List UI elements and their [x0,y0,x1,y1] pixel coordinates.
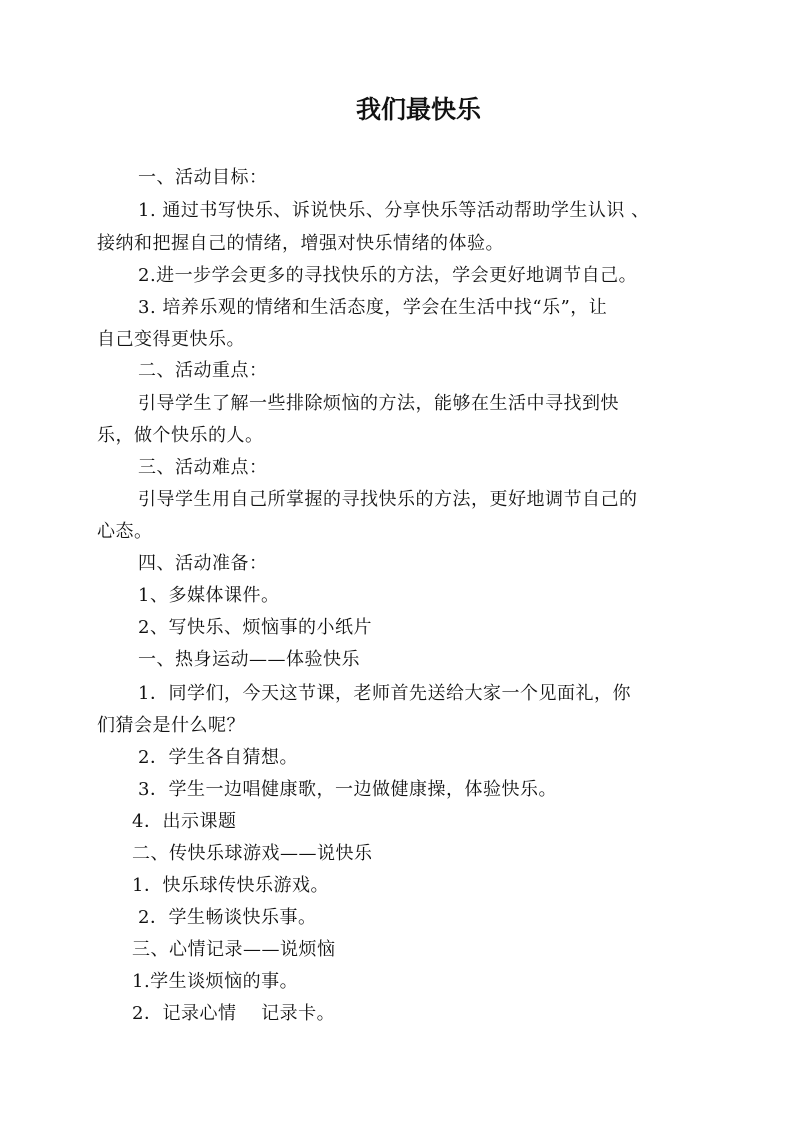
activity-heading-mood-record: 三、心情记录——说烦恼 [132,939,336,960]
list-item: 1．快乐球传快乐游戏。 [132,875,329,896]
activity-heading-ball-game: 二、传快乐球游戏——说快乐 [132,843,373,864]
activity-heading-warmup: 一、热身运动——体验快乐 [138,649,360,670]
document-title: 我们最快乐 [356,95,482,124]
paragraph-line: 1．同学们，今天这节课，老师首先送给大家一个见面礼，你 [138,683,631,704]
paragraph-line: 3. 培养乐观的情绪和生活态度，学会在生活中找“乐”，让 [138,297,608,318]
list-item: 2．记录心情 记录卡。 [132,1003,336,1024]
list-item: 2．学生畅谈快乐事。 [138,907,317,928]
list-item: 3．学生一边唱健康歌，一边做健康操，体验快乐。 [138,779,557,800]
section-heading-focus: 二、活动重点： [138,360,268,381]
list-item: 1、多媒体课件。 [138,585,280,606]
paragraph-line: 自己变得更快乐。 [97,329,245,350]
paragraph-line: 们猜会是什么呢？ [97,715,245,736]
paragraph-line: 乐，做个快乐的人。 [97,425,264,446]
section-heading-difficulty: 三、活动难点： [138,457,268,478]
paragraph-line: 引导学生用自己所掌握的寻找快乐的方法，更好地调节自己的 [138,489,638,510]
list-item: 2．学生各自猜想。 [138,747,298,768]
list-item: 2、写快乐、烦恼事的小纸片 [138,617,372,638]
section-heading-preparation: 四、活动准备： [138,553,268,574]
section-heading-objectives: 一、活动目标： [138,167,268,188]
list-item: 4．出示课题 [132,811,237,832]
paragraph-line: 1. 通过书写快乐、诉说快乐、分享快乐等活动帮助学生认识 、 [138,200,650,221]
paragraph-line: 接纳和把握自己的情绪，增强对快乐情绪的体验。 [97,233,504,254]
paragraph-line: 心态。 [97,521,153,542]
paragraph-line: 2.进一步学会更多的寻找快乐的方法，学会更好地调节自己。 [138,265,638,286]
list-item: 1.学生谈烦恼的事。 [132,971,299,992]
paragraph-line: 引导学生了解一些排除烦恼的方法，能够在生活中寻找到快 [138,393,619,414]
